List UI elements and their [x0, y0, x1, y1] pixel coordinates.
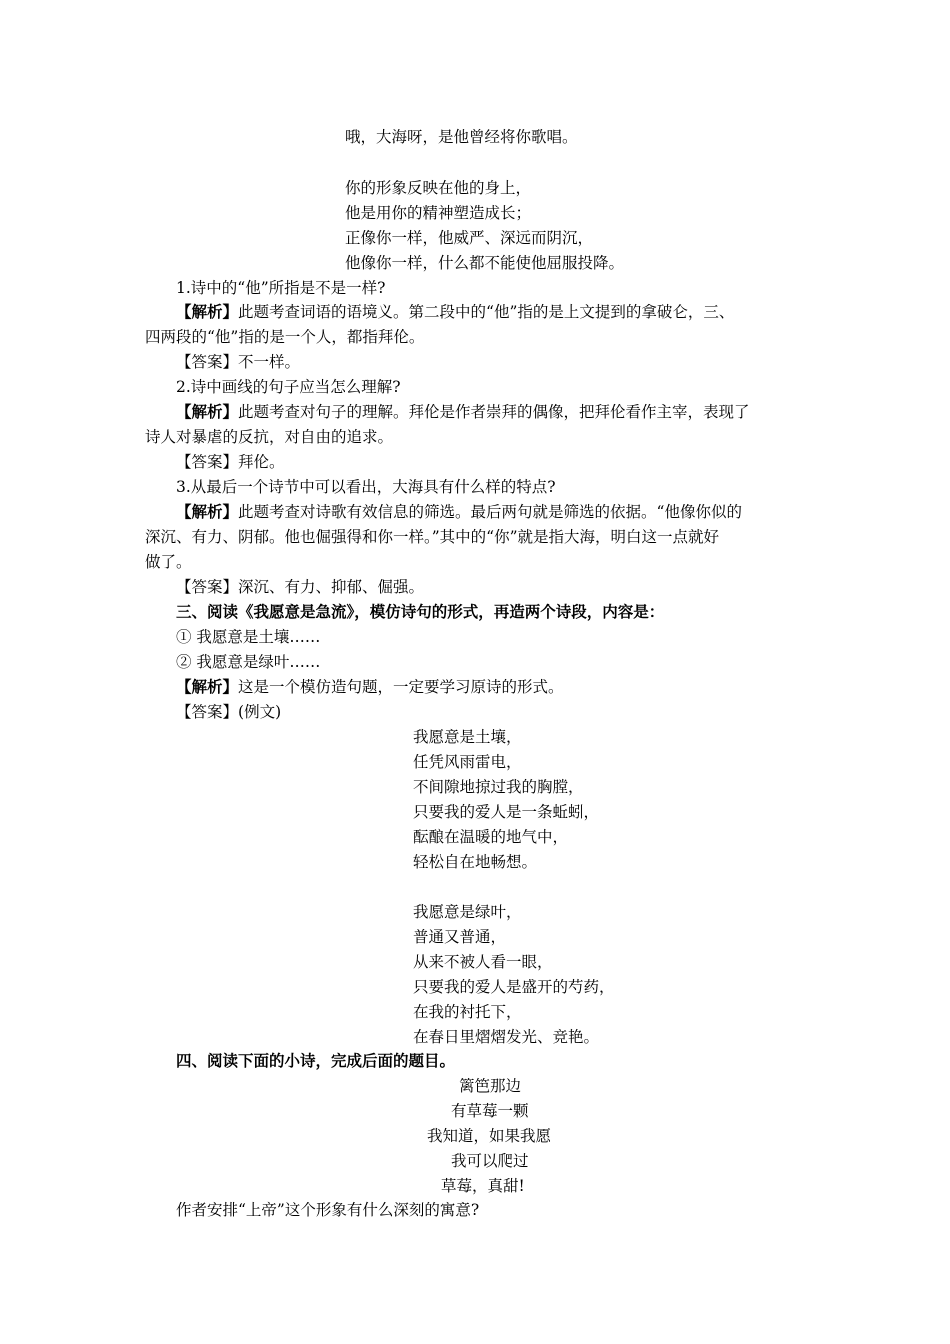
- analysis-text: 这是一个模仿造句题，一定要学习原诗的形式。: [238, 678, 564, 696]
- q3-analysis-cont: 做了。: [145, 553, 192, 571]
- poem-line: 哦，大海呀，是他曾经将你歌唱。: [345, 128, 578, 146]
- poem-line: 从来不被人看一眼，: [413, 953, 553, 971]
- section-3-answer: [176, 702, 281, 722]
- poem-line: 他像你一样，什么都不能使他屈服投降。: [345, 254, 625, 272]
- q2-analysis-cont: 诗人对暴虐的反抗，对自由的追求。: [145, 428, 394, 446]
- q1-analysis-cont: 四两段的“他”指的是一个人，都指拜伦。: [145, 328, 425, 346]
- q2-analysis: [176, 402, 750, 422]
- q3-analysis: [176, 502, 742, 522]
- analysis-label: 【解析】: [176, 502, 239, 521]
- poem-line: 任凭风雨雷电，: [413, 753, 522, 771]
- analysis-text: 此题考查对诗歌有效信息的筛选。最后两句就是筛选的依据。“他像你似的: [238, 503, 742, 521]
- poem-line: 我可以爬过: [451, 1152, 529, 1170]
- analysis-label: 【解析】: [176, 402, 239, 421]
- question-2: 2.诗中画线的句子应当怎么理解?: [176, 378, 401, 396]
- answer-text: 深沉、有力、抑郁、倔强。: [238, 578, 425, 596]
- section-4-heading: 四、阅读下面的小诗，完成后面的题目。: [176, 1051, 456, 1070]
- section-3-heading: 三、阅读《我愿意是急流》，模仿诗句的形式，再造两个诗段，内容是：: [176, 602, 665, 621]
- q3-analysis-cont: 深沉、有力、阴郁。他也倔强得和你一样。”其中的“你”就是指大海，明白这一点就好: [145, 528, 720, 546]
- section-3-item: ① 我愿意是土壤……: [176, 628, 321, 646]
- question-1: 1.诗中的“他”所指是不是一样?: [176, 279, 386, 297]
- analysis-text: 此题考查词语的语境义。第二段中的“他”指的是上文提到的拿破仑，三、: [238, 303, 735, 321]
- answer-text: (例文): [238, 703, 282, 721]
- q2-answer: [176, 452, 285, 472]
- analysis-label: 【解析】: [176, 677, 239, 696]
- poem-line: 草莓，真甜!: [441, 1177, 525, 1195]
- section-4-question: 作者安排“上帝”这个形象有什么深刻的寓意?: [176, 1201, 480, 1219]
- answer-text: 不一样。: [238, 353, 301, 371]
- poem-line: 在我的衬托下，: [413, 1003, 522, 1021]
- analysis-label: 【解析】: [176, 302, 239, 321]
- answer-label: 【答案】: [176, 353, 239, 371]
- answer-label: 【答案】: [176, 578, 239, 596]
- answer-text: 拜伦。: [238, 453, 285, 471]
- poem-line: 正像你一样，他威严、深远而阴沉，: [345, 229, 594, 247]
- section-3-item: ② 我愿意是绿叶……: [176, 653, 321, 671]
- poem-line: 有草莓一颗: [451, 1102, 529, 1120]
- poem-line: 轻松自在地畅想。: [413, 853, 538, 871]
- poem-line: 普通又普通，: [413, 928, 507, 946]
- q3-answer: [176, 577, 424, 597]
- poem-line: 只要我的爱人是一条蚯蚓，: [413, 803, 600, 821]
- poem-line: 我知道，如果我愿: [427, 1127, 552, 1145]
- answer-label: 【答案】: [176, 703, 239, 721]
- poem-line: 在春日里熠熠发光、竞艳。: [413, 1028, 600, 1046]
- question-3: 3.从最后一个诗节中可以看出，大海具有什么样的特点?: [176, 478, 556, 496]
- poem-line: 他是用你的精神塑造成长；: [345, 204, 532, 222]
- q1-analysis: [176, 302, 734, 322]
- poem-line: 不间隙地掠过我的胸膛，: [413, 778, 584, 796]
- poem-line: 酝酿在温暖的地气中，: [413, 828, 569, 846]
- poem-line: 你的形象反映在他的身上，: [345, 179, 532, 197]
- poem-line: 只要我的爱人是盛开的芍药，: [413, 978, 615, 996]
- poem-line: 我愿意是土壤，: [413, 728, 522, 746]
- q1-answer: [176, 352, 300, 372]
- poem-line: 篱笆那边: [459, 1077, 522, 1095]
- section-3-analysis: [176, 677, 564, 697]
- answer-label: 【答案】: [176, 453, 239, 471]
- analysis-text: 此题考查对句子的理解。拜伦是作者崇拜的偶像，把拜伦看作主宰，表现了: [238, 403, 750, 421]
- poem-line: 我愿意是绿叶，: [413, 903, 522, 921]
